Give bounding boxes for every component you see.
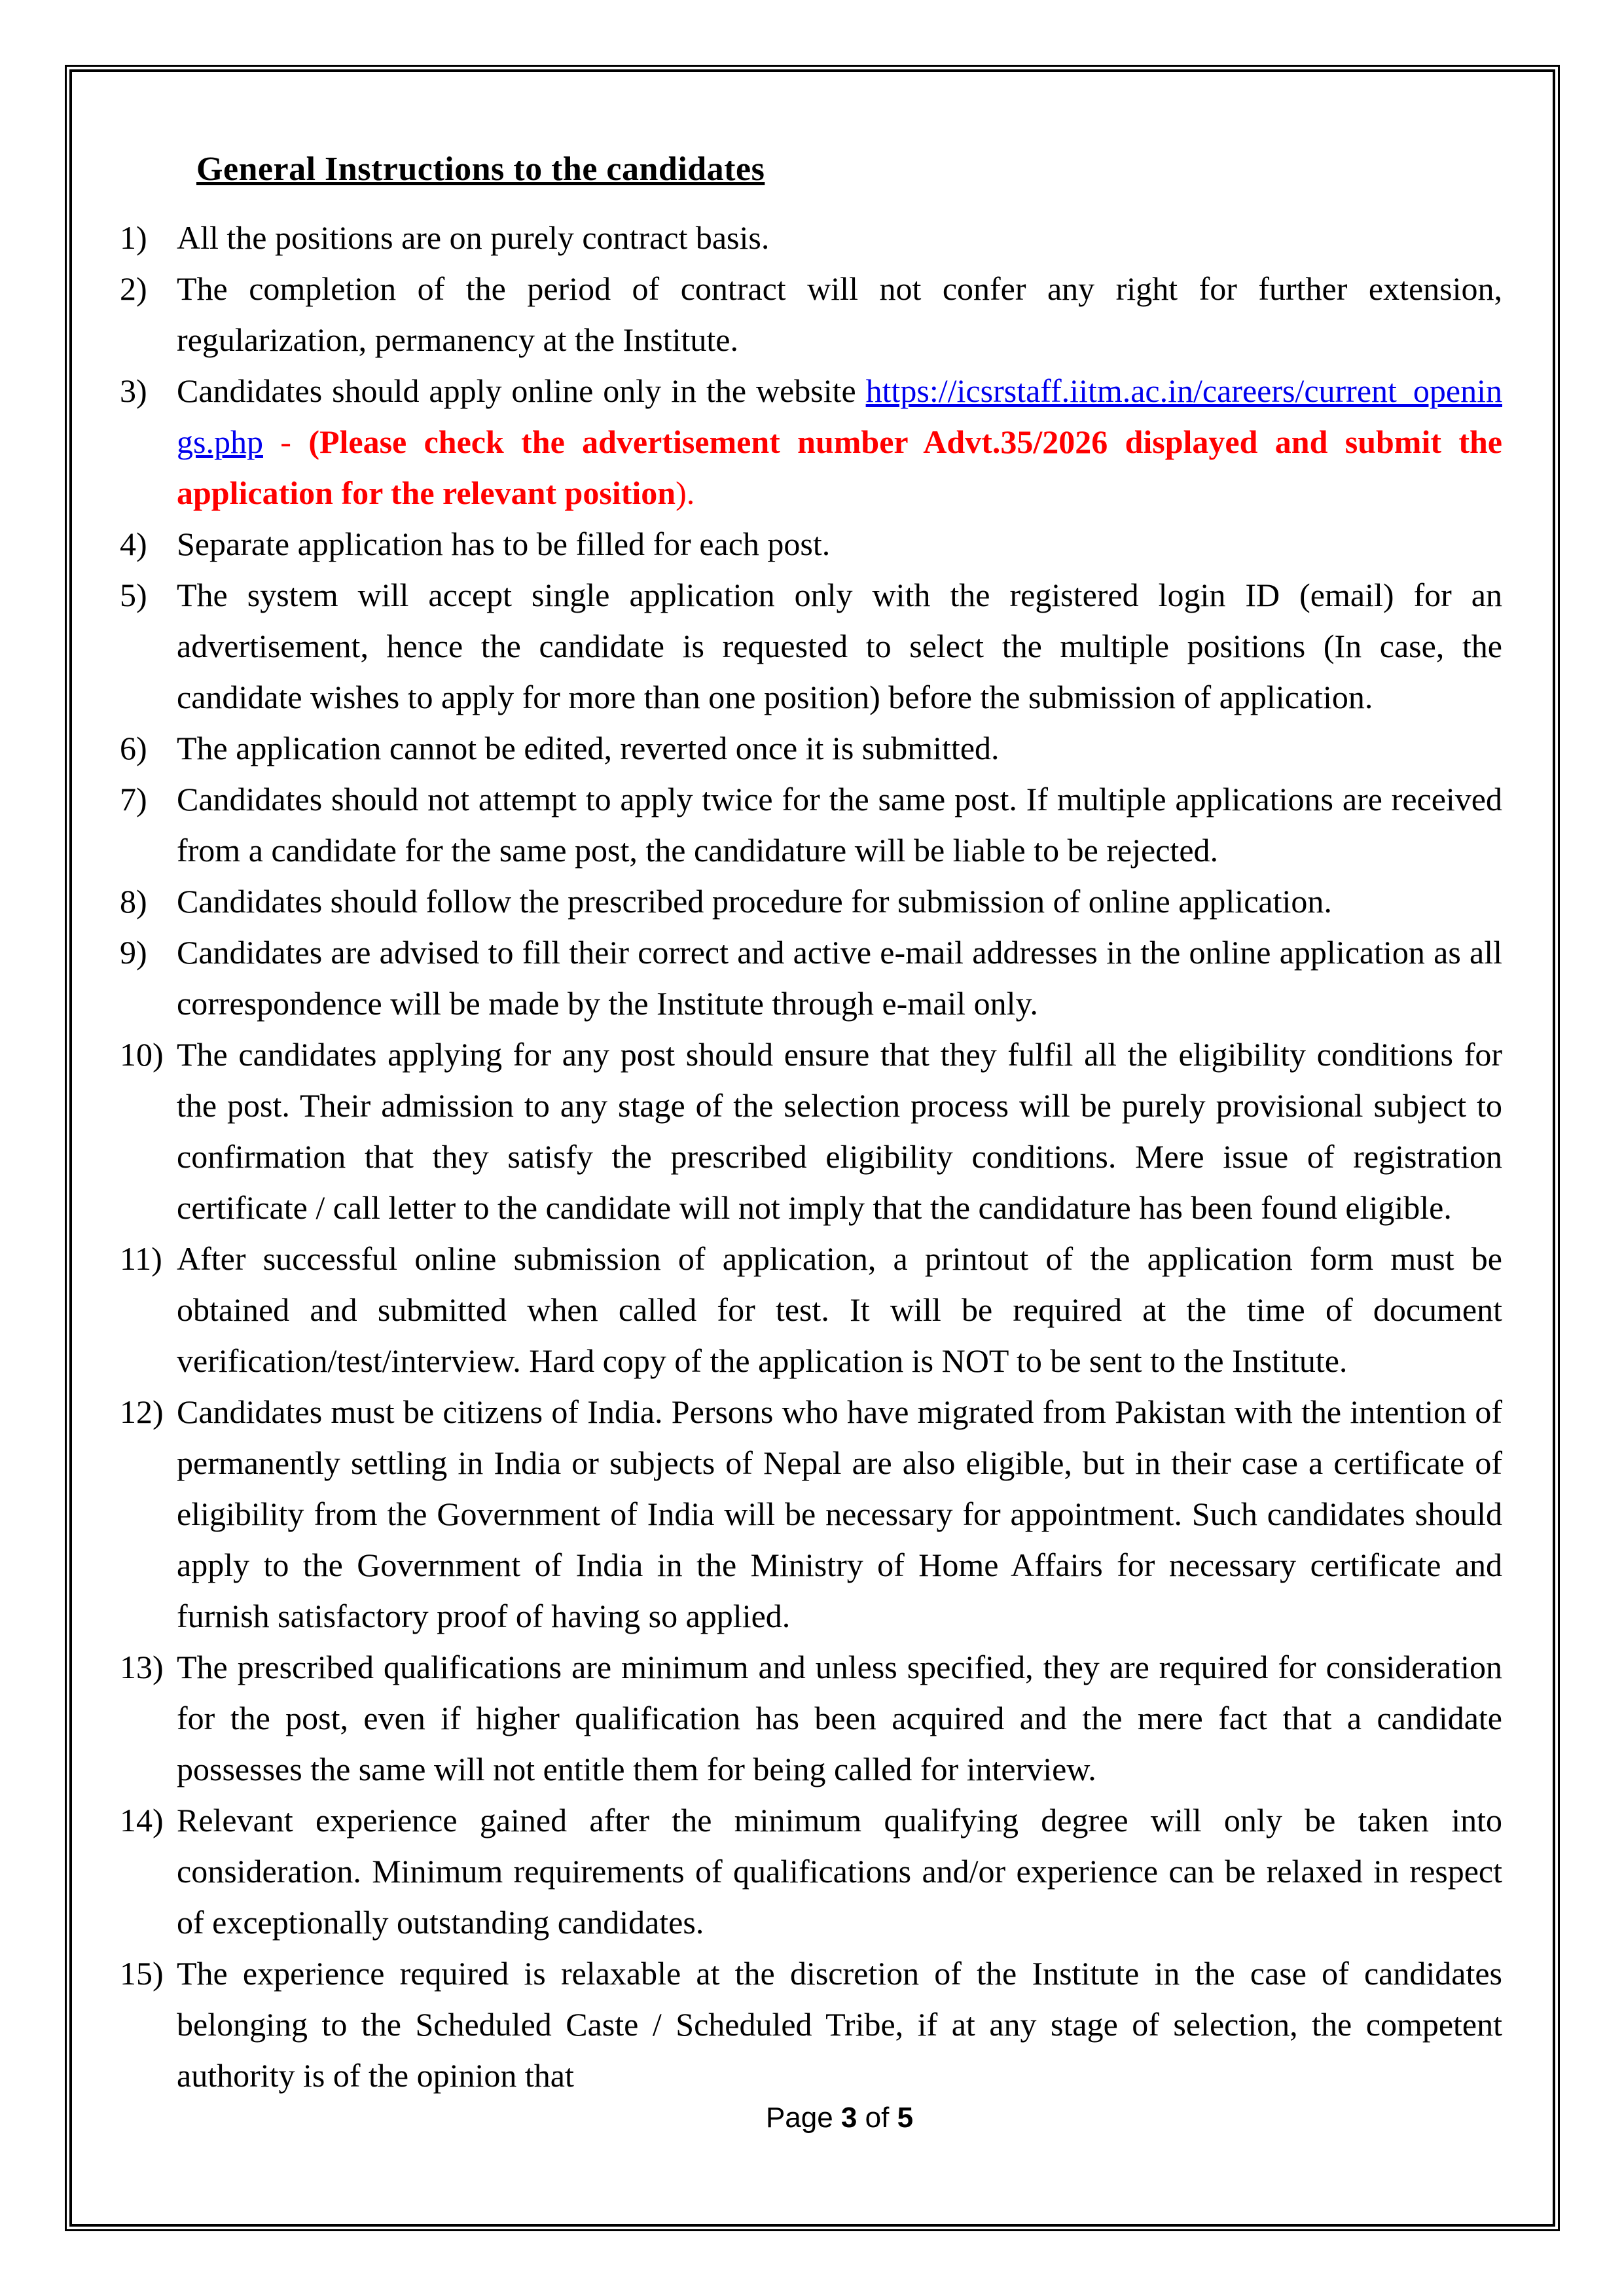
list-item-text: The candidates applying for any post should ensure that they fulfil all the eligibility conditions for the post. Their admission to any stage of the selection process will be purely provisional subject to confirmation that they satisfy the prescribed eligibility conditions. Mere issue of registration certificate / call letter to the candidate will not imply that the candidature has been found eligible.	[177, 1036, 1502, 1226]
list-item-number: 13)	[120, 1649, 164, 1685]
footer-total-pages: 5	[897, 2102, 914, 2134]
list-item-number: 3)	[120, 372, 147, 409]
list-item-number: 12)	[120, 1393, 164, 1430]
apply-online-text: Candidates should apply online only in the website	[177, 372, 866, 409]
list-item-text: Candidates should not attempt to apply twice for the same post. If multiple applications are received from a candidate for the same post, the candidature will be liable to be rejected.	[177, 781, 1502, 869]
list-item-text: The experience required is relaxable at the discretion of the Institute in the case of candidates belonging to the Scheduled Caste / Scheduled Tribe, if at any stage of selection, the competent authority is of the opinion that	[177, 1955, 1502, 2094]
list-item	[120, 1641, 1502, 1795]
list-item	[120, 1795, 1502, 1948]
list-item-text: Candidates must be citizens of India. Persons who have migrated from Pakistan with the intention of permanently settling in India or subjects of Nepal are also eligible, but in their case a certificate of eligibility from the Government of India will be necessary for appointment. Such candidates should apply to the Government of India in the Ministry of Home Affairs for necessary certificate and furnish satisfactory proof of having so applied.	[177, 1393, 1502, 1634]
list-item-number: 11)	[120, 1240, 162, 1277]
list-item-number: 14)	[120, 1802, 164, 1839]
list-item-text: The system will accept single application only with the registered login ID (email) for an advertisement, hence the candidate is requested to select the multiple positions (In case, the candidate wishes to apply for more than one position) before the submission of application.	[177, 577, 1502, 715]
list-item-text: All the positions are on purely contract basis.	[177, 219, 770, 256]
list-item	[120, 569, 1502, 723]
list-item	[120, 365, 1502, 518]
careers-link[interactable]: https://icsrstaff.iitm.ac.in/careers/current_openings.php	[177, 372, 1502, 460]
list-item-text: Candidates are advised to fill their correct and active e-mail addresses in the online application as all correspondence will be made by the Institute through e-mail only.	[177, 934, 1502, 1022]
advert-note-tail: ).	[676, 475, 695, 511]
list-item	[120, 723, 1502, 774]
page-border-frame	[65, 65, 1560, 2231]
list-item	[120, 212, 1502, 263]
list-item-number: 15)	[120, 1955, 164, 1992]
list-item-number: 10)	[120, 1036, 164, 1073]
list-item	[120, 1386, 1502, 1641]
footer-of-label: of	[857, 2102, 897, 2134]
list-item-text: Candidates should follow the prescribed procedure for submission of online application.	[177, 883, 1332, 920]
list-item-number: 1)	[120, 219, 147, 256]
page-footer	[177, 2100, 1502, 2136]
page-border-inner	[69, 69, 1555, 2227]
list-item-number: 7)	[120, 781, 147, 817]
list-item-text: The completion of the period of contract will not confer any right for further extension, regularization, permanency at the Institute.	[177, 270, 1502, 358]
list-item-text: The prescribed qualifications are minimum and unless specified, they are required for consideration for the post, even if higher qualification has been acquired and the mere fact that a candidate possesses the same will not entitle them for being called for interview.	[177, 1649, 1502, 1787]
list-item	[120, 876, 1502, 927]
list-item-number: 8)	[120, 883, 147, 920]
list-item-number: 9)	[120, 934, 147, 971]
list-item	[120, 1948, 1502, 2101]
advert-note-dash: -	[262, 423, 309, 460]
list-item-text: After successful online submission of application, a printout of the application form must be obtained and submitted when called for test. It will be required at the time of document verification/test/interview. Hard copy of the application is NOT to be sent to the Institute.	[177, 1240, 1502, 1379]
instructions-list	[120, 212, 1502, 2101]
footer-current-page: 3	[840, 2102, 857, 2134]
list-item	[120, 1029, 1502, 1233]
list-item	[120, 518, 1502, 569]
list-item-number: 4)	[120, 526, 147, 562]
list-item-text: Separate application has to be filled for each post.	[177, 526, 831, 562]
list-item-number: 2)	[120, 270, 147, 307]
list-item-number: 5)	[120, 577, 147, 613]
list-item	[120, 774, 1502, 876]
list-item	[120, 1233, 1502, 1386]
section-heading: General Instructions to the candidates	[196, 151, 765, 188]
list-item-number: 6)	[120, 730, 147, 766]
list-item	[120, 263, 1502, 365]
list-item-text	[177, 365, 1502, 518]
list-item-text: The application cannot be edited, reverted once it is submitted.	[177, 730, 1000, 766]
list-item	[120, 927, 1502, 1029]
footer-page-label: Page	[765, 2102, 841, 2134]
list-item-text: Relevant experience gained after the minimum qualifying degree will only be taken into consideration. Minimum requirements of qualifications and/or experience can be relaxed in respect of exceptionally outstanding candidates.	[177, 1802, 1502, 1941]
advert-note-bold: (Please check the advertisement number Advt.35/2026 displayed and submit the application for the relevant position	[177, 423, 1502, 511]
